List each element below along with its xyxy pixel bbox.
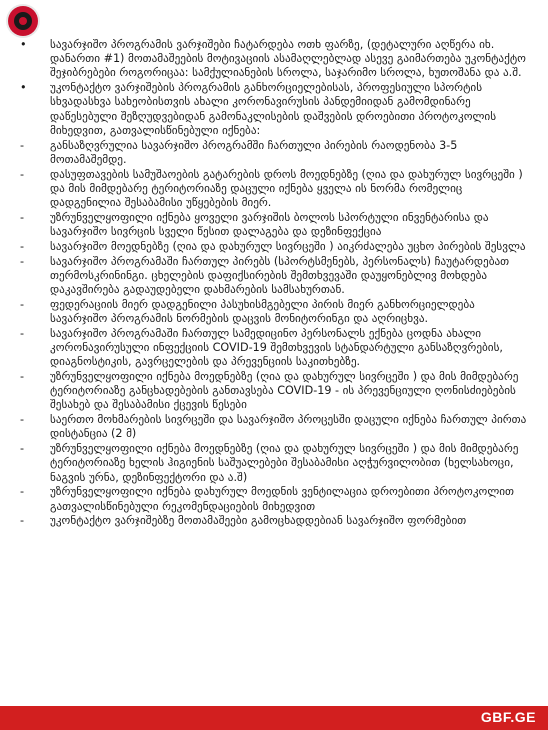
footer-site-label: GBF.GE xyxy=(480,709,536,725)
dash-marker: - xyxy=(20,138,25,152)
dash-text: უზრუნველყოფილი იქნება მოედნებზე (ღია და დახურულ სივრცეში ) და მის მიმდებარე ტერიტორიაზე ხელის ჰიგიენის საშუალებები შესაბამისი აღჭურვილობით (ხელსახოცი, ნაგვის ურნა, დეზინფექტორი და ა.შ) xyxy=(50,442,519,484)
dash-marker: - xyxy=(20,514,25,528)
dash-item xyxy=(20,139,532,167)
dash-item xyxy=(20,442,532,485)
dash-text: დასუფთავების სამუშაოების გატარების დროს მოედნებზე (ღია და დახურულ სივრცეში ) და მის მიმდებარე ტერიტორიაზე დაცული იქნება ყველა ის ნორმა რომელიც დადგენილია შესაბამისი უწყებების მიერ. xyxy=(50,167,523,210)
dash-marker: - xyxy=(20,254,25,268)
dash-text: უზრუნველყოფილი იქნება ყოველი ვარჯიშის ბოლოს სპორტული ინვენტარისა და სავარჯიშო სივრცის სველი წესით დალაგება და დეზინფექცია xyxy=(50,210,489,239)
dash-text: სავარჯიშო მოედნებზე (ღია და დახურულ სივრცეში ) აიკრძალება უცხო პირების შესვლა xyxy=(50,239,526,253)
dash-text: უზრუნველყოფილი იქნება მოედნებზე (ღია და დახურულ სივრცეში ) და მის მიმდებარე ტერიტორიაზე განცხადებების განთავსება COVID-19 - ის პრევენციული ღონისძიებების შესახებ და შესაბამისი ქცევის წესები xyxy=(50,370,519,412)
dash-item xyxy=(20,255,532,298)
dash-item xyxy=(20,240,532,254)
dash-text: განსაზღვრულია სავარჯიშო პროგრამში ჩართული პირების რაოდენობა 3-5 მოთამაშემდე. xyxy=(50,138,458,166)
dash-marker: - xyxy=(20,297,25,311)
dash-marker: - xyxy=(20,167,25,181)
dash-item xyxy=(20,211,532,239)
bullet-text: უკონტაქტო ვარჯიშების პროგრამის განხორციელებისას, პროფესიული სპორტის სხვადასხვა სახეობისთვის ახალი კორონავირუსის პანდემიიდან გამომდინარე დაწესებული შეზღუდვებიდან გამონაკლისების დაშვების დროებითი პროტოკოლის მიხედვით, გათვალისწინებული იქნება: xyxy=(50,81,497,137)
bullet-item xyxy=(20,81,532,138)
dash-item xyxy=(20,514,532,528)
dash-item xyxy=(20,370,532,413)
dash-item xyxy=(20,413,532,441)
document-body xyxy=(20,38,532,529)
dash-marker: - xyxy=(20,326,25,340)
dash-text: სავარჯიშო პროგრამაში ჩართულ სამედიცინო პერსონალს ექნება ცოდნა ახალი კორონავირუსული ინფექციის COVID-19 შემთხვევის სტანდარტული განსაზღვრების, დიაგნოსტიკის, გავრცელების და პრევენციის საკითხებზე. xyxy=(50,326,503,369)
dash-item xyxy=(20,327,532,370)
dash-marker: - xyxy=(20,370,25,384)
dash-item xyxy=(20,168,532,211)
dash-text: სავარჯიშო პროგრამაში ჩართულ პირებს (სპორტსმენებს, პერსონალს) ჩაუტარდებათ თერმოსკრინინგი. ცხელების დაფიქსირების შემთხვევაში დაუყონებლივ მოხდება დაკავშირება გადაუდებელი დახმარების სამსახურთან. xyxy=(50,254,510,297)
bullet-marker: • xyxy=(20,38,27,51)
footer-bar xyxy=(0,706,548,730)
dash-marker: - xyxy=(20,239,25,253)
dash-text: უკონტაქტო ვარჯიშებზე მოთამაშეები გამოცხადდებიან სავარჯიშო ფორმებით xyxy=(50,514,467,528)
bullet-marker: • xyxy=(20,81,27,95)
dash-text: ფედერაციის მიერ დადგენილი პასუხისმგებელი პირის მიერ განხორციელდება სავარჯიშო პროგრამის ნორმების დაცვის მონიტორინგი და აღრიცხვა. xyxy=(50,297,475,326)
dash-marker: - xyxy=(20,442,25,456)
dash-marker: - xyxy=(20,485,25,499)
bullet-text: სავარჯიშო პროგრამის ვარჯიშები ჩატარდება ოთხ ფარზე, (დეტალური აღწერა იხ. დანართი #1) მოთამაშეების მოტივაციის ასამაღლებლად ასევე გაიმართება უკონტაქტო შეჯიბრებები როგორიცაა: სამქულიანების სროლა, საჯარიმო სროლა, ხუთოშანა და ა.შ. xyxy=(50,38,526,80)
dash-item xyxy=(20,298,532,326)
bullet-item xyxy=(20,38,532,81)
dash-item xyxy=(20,485,532,513)
federation-logo-icon xyxy=(8,6,38,36)
dash-text: საერთო მოხმარების სივრცეში და სავარჯიშო პროცესში დაცული იქნება ჩართულ პირთა დისტანცია (2 მ) xyxy=(50,413,527,441)
logo-center-dot xyxy=(19,17,27,25)
dash-marker: - xyxy=(20,413,25,427)
dash-text: უზრუნველყოფილი იქნება დახურულ მოედნის ვენტილაცია დროებითი პროტოკოლით გათვალისწინებული რეკომენდაციების მიხედვით xyxy=(50,485,515,513)
dash-marker: - xyxy=(20,210,25,224)
